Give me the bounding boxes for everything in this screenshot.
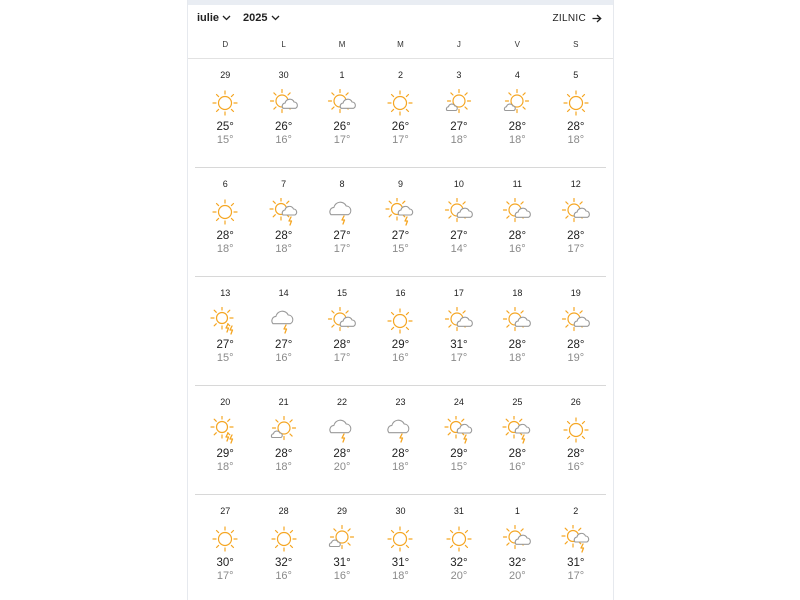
day-cell[interactable]: [254, 168, 312, 276]
weekday-label: V: [514, 40, 521, 49]
day-cell[interactable]: [430, 168, 488, 276]
max-temperature: 28°: [508, 230, 527, 242]
sun-cloud-icon: [326, 307, 358, 335]
sun-cloud-icon: [326, 89, 358, 117]
min-temperature: 17°: [567, 243, 585, 255]
sun-icon: [560, 416, 592, 444]
sun-cloud-icon: [501, 525, 533, 553]
sun-icon: [209, 89, 241, 117]
day-number: 1: [339, 70, 345, 80]
calendar-week-row: [195, 386, 606, 495]
year-label: 2025: [243, 12, 268, 24]
sun-cloud-icon: [443, 307, 475, 335]
sun-icon: [209, 198, 241, 226]
day-number: 30: [395, 506, 406, 516]
min-temperature: 18°: [509, 134, 526, 146]
calendar-week-row: [195, 168, 606, 277]
day-cell[interactable]: [488, 168, 546, 276]
sun-cloud-small-icon: [268, 416, 300, 444]
sun-cloud-icon: [560, 198, 592, 226]
daily-view-label: ZILNIC: [552, 12, 586, 24]
chevron-down-icon: [222, 15, 231, 21]
min-temperature: 15°: [392, 243, 409, 255]
day-number: 19: [570, 288, 581, 298]
day-number: 11: [512, 179, 523, 189]
min-temperature: 16°: [509, 243, 526, 255]
day-cell[interactable]: [254, 277, 312, 385]
day-number: 21: [278, 397, 289, 407]
weekday-label: L: [281, 40, 286, 49]
day-cell[interactable]: [488, 277, 546, 385]
max-temperature: 27°: [333, 230, 351, 242]
max-temperature: 28°: [274, 230, 293, 242]
max-temperature: 28°: [216, 230, 234, 242]
max-temperature: 27°: [391, 230, 410, 242]
min-temperature: 17°: [567, 570, 585, 582]
cloud-storm-icon: [384, 416, 416, 444]
day-cell[interactable]: [371, 168, 429, 276]
day-number: 29: [220, 70, 231, 80]
max-temperature: 32°: [274, 557, 293, 569]
sun-cloud-storm-icon: [268, 198, 300, 226]
day-number: 2: [573, 506, 579, 516]
max-temperature: 27°: [216, 339, 234, 351]
min-temperature: 17°: [333, 243, 351, 255]
min-temperature: 14°: [450, 243, 468, 255]
sun-cloud-storm-icon: [560, 525, 592, 553]
sun-icon: [560, 89, 592, 117]
min-temperature: 20°: [450, 570, 468, 582]
day-cell[interactable]: [313, 495, 371, 600]
max-temperature: 32°: [450, 557, 468, 569]
day-number: 30: [278, 70, 289, 80]
day-number: 16: [395, 288, 406, 298]
day-number: 26: [570, 397, 581, 407]
day-cell[interactable]: [488, 495, 546, 600]
day-cell[interactable]: [547, 277, 605, 385]
day-cell[interactable]: [313, 277, 371, 385]
day-cell[interactable]: [313, 386, 371, 494]
weekday-header: [188, 31, 613, 59]
day-cell[interactable]: [254, 59, 312, 167]
max-temperature: 27°: [274, 339, 293, 351]
chevron-down-icon: [271, 15, 280, 21]
day-number: 3: [456, 70, 462, 80]
max-temperature: 32°: [508, 557, 527, 569]
sun-cloud-small-icon: [443, 89, 475, 117]
day-cell[interactable]: [371, 277, 429, 385]
day-cell[interactable]: [371, 495, 429, 600]
day-cell[interactable]: [547, 59, 605, 167]
sun-icon: [268, 525, 300, 553]
day-cell[interactable]: [196, 59, 254, 167]
day-cell[interactable]: [430, 386, 488, 494]
max-temperature: 26°: [391, 121, 410, 133]
cloud-storm-icon: [326, 198, 358, 226]
min-temperature: 18°: [275, 243, 292, 255]
day-number: 5: [573, 70, 579, 80]
min-temperature: 16°: [333, 570, 351, 582]
day-cell[interactable]: [313, 59, 371, 167]
min-temperature: 16°: [509, 461, 526, 473]
max-temperature: 26°: [333, 121, 351, 133]
sun-cloud-storm-icon: [501, 416, 533, 444]
day-cell[interactable]: [547, 386, 605, 494]
day-cell[interactable]: [196, 386, 254, 494]
day-number: 15: [337, 288, 348, 298]
min-temperature: 17°: [450, 352, 468, 364]
max-temperature: 31°: [450, 339, 468, 351]
daily-view-link[interactable]: [553, 13, 602, 24]
day-number: 22: [337, 397, 348, 407]
max-temperature: 29°: [216, 448, 234, 460]
min-temperature: 18°: [509, 352, 526, 364]
sun-cloud-small-icon: [326, 525, 358, 553]
day-cell[interactable]: [430, 277, 488, 385]
day-number: 23: [395, 397, 406, 407]
min-temperature: 15°: [216, 352, 234, 364]
max-temperature: 31°: [391, 557, 410, 569]
sun-cloud-icon: [560, 307, 592, 335]
max-temperature: 25°: [216, 121, 234, 133]
day-number: 28: [278, 506, 289, 516]
day-cell[interactable]: [313, 168, 371, 276]
min-temperature: 16°: [275, 570, 292, 582]
min-temperature: 17°: [216, 570, 234, 582]
min-temperature: 20°: [333, 461, 351, 473]
weekday-label: S: [573, 40, 579, 49]
min-temperature: 19°: [567, 352, 585, 364]
calendar-week-row: [195, 277, 606, 386]
month-dropdown[interactable]: [197, 12, 231, 24]
max-temperature: 28°: [567, 339, 585, 351]
day-cell[interactable]: [547, 495, 605, 600]
max-temperature: 28°: [333, 448, 351, 460]
max-temperature: 29°: [391, 339, 410, 351]
max-temperature: 31°: [567, 557, 585, 569]
min-temperature: 15°: [216, 134, 234, 146]
min-temperature: 18°: [567, 134, 585, 146]
day-number: 10: [453, 179, 464, 189]
min-temperature: 15°: [450, 461, 468, 473]
sun-icon: [443, 525, 475, 553]
day-number: 4: [514, 70, 520, 80]
min-temperature: 18°: [392, 570, 409, 582]
min-temperature: 16°: [275, 352, 292, 364]
sun-icon: [384, 525, 416, 553]
arrow-right-icon: [592, 14, 602, 23]
day-cell[interactable]: [196, 277, 254, 385]
day-number: 17: [453, 288, 464, 298]
max-temperature: 28°: [567, 230, 585, 242]
day-cell[interactable]: [430, 495, 488, 600]
day-cell[interactable]: [547, 168, 605, 276]
sun-icon: [209, 525, 241, 553]
sun-storm-icon: [209, 307, 241, 335]
min-temperature: 20°: [509, 570, 526, 582]
min-temperature: 18°: [392, 461, 409, 473]
sun-cloud-storm-icon: [443, 416, 475, 444]
year-dropdown[interactable]: [243, 12, 279, 24]
max-temperature: 28°: [391, 448, 410, 460]
sun-cloud-icon: [501, 198, 533, 226]
max-temperature: 27°: [450, 121, 468, 133]
calendar-header: [188, 5, 613, 31]
calendar-week-row: [195, 495, 606, 600]
day-cell[interactable]: [371, 59, 429, 167]
min-temperature: 17°: [392, 134, 409, 146]
min-temperature: 18°: [275, 461, 292, 473]
day-number: 12: [570, 179, 581, 189]
min-temperature: 17°: [333, 134, 351, 146]
sun-icon: [384, 89, 416, 117]
weekday-label: M: [338, 40, 346, 49]
month-year-selector: [197, 12, 280, 24]
max-temperature: 28°: [508, 448, 527, 460]
max-temperature: 28°: [274, 448, 293, 460]
sun-icon: [384, 307, 416, 335]
day-number: 14: [278, 288, 289, 298]
day-cell[interactable]: [254, 495, 312, 600]
day-number: 20: [220, 397, 231, 407]
day-number: 6: [222, 179, 228, 189]
day-cell[interactable]: [488, 59, 546, 167]
day-cell[interactable]: [430, 59, 488, 167]
day-number: 1: [514, 506, 520, 516]
day-number: 27: [220, 506, 231, 516]
min-temperature: 16°: [392, 352, 409, 364]
max-temperature: 28°: [508, 339, 527, 351]
day-cell[interactable]: [254, 386, 312, 494]
sun-cloud-storm-icon: [384, 198, 416, 226]
cloud-storm-icon: [268, 307, 300, 335]
day-number: 9: [397, 179, 403, 189]
day-cell[interactable]: [196, 495, 254, 600]
cloud-storm-icon: [326, 416, 358, 444]
sun-cloud-icon: [501, 307, 533, 335]
max-temperature: 26°: [274, 121, 293, 133]
day-number: 18: [512, 288, 523, 298]
max-temperature: 31°: [333, 557, 351, 569]
day-number: 2: [397, 70, 403, 80]
day-number: 13: [220, 288, 231, 298]
day-number: 24: [453, 397, 464, 407]
min-temperature: 18°: [216, 243, 234, 255]
weekday-label: M: [397, 40, 404, 49]
calendar-week-row: [195, 59, 606, 168]
max-temperature: 27°: [450, 230, 468, 242]
min-temperature: 18°: [450, 134, 468, 146]
day-number: 29: [337, 506, 348, 516]
max-temperature: 28°: [567, 448, 585, 460]
sun-cloud-small-icon: [501, 89, 533, 117]
sun-cloud-icon: [268, 89, 300, 117]
weekday-label: J: [456, 40, 461, 49]
month-label: iulie: [197, 12, 220, 24]
min-temperature: 16°: [275, 134, 292, 146]
max-temperature: 28°: [508, 121, 527, 133]
day-number: 8: [339, 179, 345, 189]
min-temperature: 18°: [216, 461, 234, 473]
day-number: 7: [281, 179, 287, 189]
min-temperature: 17°: [333, 352, 351, 364]
day-number: 31: [453, 506, 464, 516]
day-cell[interactable]: [488, 386, 546, 494]
day-number: 25: [512, 397, 523, 407]
sun-cloud-icon: [443, 198, 475, 226]
weekday-label: D: [222, 40, 229, 49]
max-temperature: 30°: [216, 557, 234, 569]
day-cell[interactable]: [196, 168, 254, 276]
day-cell[interactable]: [371, 386, 429, 494]
sun-storm-icon: [209, 416, 241, 444]
min-temperature: 16°: [567, 461, 585, 473]
max-temperature: 28°: [333, 339, 351, 351]
max-temperature: 29°: [450, 448, 468, 460]
calendar-grid: [188, 59, 613, 600]
max-temperature: 28°: [567, 121, 585, 133]
calendar-panel: [187, 0, 614, 600]
